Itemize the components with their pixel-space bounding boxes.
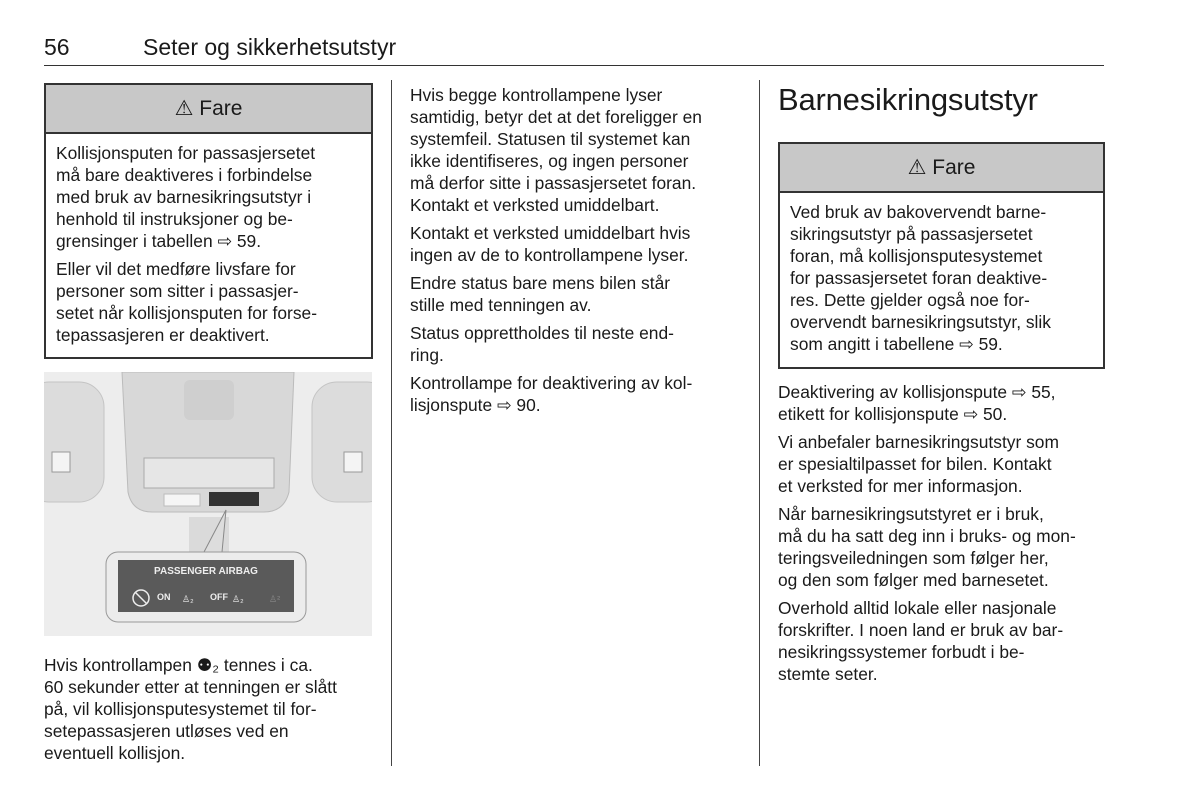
warning-box: [44, 83, 373, 359]
column-3: [778, 381, 1108, 685]
warning-text: Eller vil det medføre livsfare for personer som sitter i passasjer- setet når kollisjonsputen for forse- tepassasjeren er deaktivert.: [56, 259, 317, 345]
body-paragraph: Deaktivering av kollisjonspute ⇨ 55, etikett for kollisjonspute ⇨ 50.: [778, 382, 1056, 424]
warning-title: ⚠ Fare: [780, 144, 1103, 193]
column-2: [410, 84, 745, 416]
column-divider: [391, 80, 392, 766]
svg-text:♙₂: ♙₂: [232, 594, 244, 604]
page-number: 56: [44, 34, 70, 60]
body-paragraph: Kontrollampe for deaktivering av kol- lisjonspute ⇨ 90.: [410, 373, 693, 415]
panel-title: PASSENGER AIRBAG: [154, 566, 258, 577]
body-paragraph: Hvis begge kontrollampene lyser samtidig, betyr det at det foreligger en systemfeil. Statusen til systemet kan ikke identifiseres, og ingen personer må derfor sitte i passasjersetet foran. Kontakt et verksted umiddelbart.: [410, 85, 702, 215]
header-rule: [44, 65, 1104, 66]
body-paragraph: Kontakt et verksted umiddelbart hvis ingen av de to kontrollampene lyser.: [410, 223, 691, 265]
warning-box: [778, 142, 1105, 369]
warning-text: Ved bruk av bakovervendt barne- sikringsutstyr på passasjersetet foran, må kollisjonsputesystemet for passasjersetet foran deaktive- res. Dette gjelder også noe for- overvendt barnesikringsutstyr, slik som angitt i tabellene ⇨ 59.: [790, 202, 1051, 354]
overhead-console-illustration: [44, 372, 372, 636]
warning-title: ⚠ Fare: [46, 85, 371, 134]
body-paragraph: Hvis kontrollampen ⚉₂ tennes i ca. 60 sekunder etter at tenningen er slått på, vil kollisjonsputesystemet til for- setepassasjeren utløses ved en eventuell kollisjon.: [44, 655, 337, 763]
svg-text:♙²: ♙²: [269, 594, 281, 604]
body-paragraph: Endre status bare mens bilen står stille med tenningen av.: [410, 273, 671, 315]
column-divider: [759, 80, 760, 766]
on-label: ON: [157, 592, 171, 602]
body-paragraph: Når barnesikringsutstyret er i bruk, må du ha satt deg inn i bruks- og mon- teringsveiledningen som følger her, og den som følger med barnesetet.: [778, 504, 1076, 590]
body-paragraph: Overhold alltid lokale eller nasjonale forskrifter. I noen land er bruk av bar- nesikringssystemer forbudt i be- stemte seter.: [778, 598, 1064, 684]
running-title: Seter og sikkerhetsutstyr: [143, 34, 397, 60]
body-paragraph: Vi anbefaler barnesikringsutstyr som er spesialtilpasset for bilen. Kontakt et verksted for mer informasjon.: [778, 432, 1059, 496]
body-paragraph: Status opprettholdes til neste end- ring.: [410, 323, 674, 365]
warning-text: Kollisjonsputen for passasjersetet må bare deaktiveres i forbindelse med bruk av barnesikringsutstyr i henhold til instruksjoner og be- grensinger i tabellen ⇨ 59.: [56, 143, 316, 251]
off-label: OFF: [210, 592, 228, 602]
airbag-indicator-figure: [44, 372, 372, 636]
svg-text:♙₂: ♙₂: [182, 594, 194, 604]
section-heading: Barnesikringsutstyr: [778, 82, 1038, 117]
